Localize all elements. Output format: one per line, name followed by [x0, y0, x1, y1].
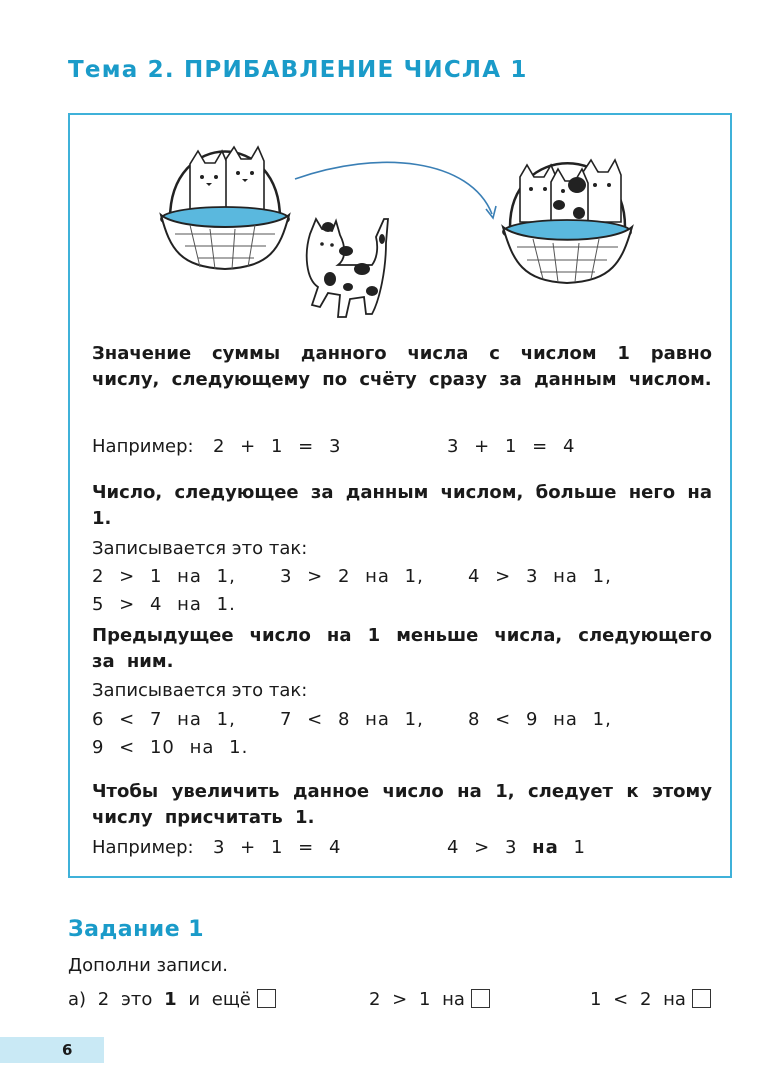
- answer-box-3[interactable]: [692, 989, 711, 1008]
- part1-pre: 2 это: [97, 989, 153, 1010]
- part2-text: 2 > 1 на: [369, 989, 465, 1010]
- kittens-illustration: [150, 119, 650, 329]
- comparison-5: 6 < 7 на 1,: [92, 709, 236, 730]
- part1-post: и ещё: [188, 989, 251, 1010]
- comparison-1: 2 > 1 на 1,: [92, 566, 236, 587]
- spotted-kitten-icon: [307, 219, 388, 317]
- comparison-6: 7 < 8 на 1,: [280, 709, 424, 730]
- comparison-2: 3 > 2 на 1,: [280, 566, 424, 587]
- rule-box: [68, 113, 732, 878]
- example-right-1: 3 + 1 = 4: [447, 436, 576, 457]
- rule-paragraph-1: Значение суммы данного числа с числом 1 равно числу, следующему по счёту сразу за данным числом.: [92, 343, 712, 390]
- basket-left-icon: [161, 147, 289, 269]
- answer-box-1[interactable]: [257, 989, 276, 1008]
- rule-paragraph-3: Предыдущее число на 1 меньше числа, следующего за ним.: [92, 625, 712, 672]
- part3-text: 1 < 2 на: [590, 989, 686, 1010]
- task-instruction: Дополни записи.: [68, 955, 228, 976]
- task-item-a-part2: [369, 989, 490, 1010]
- basket-right-icon: [503, 160, 632, 283]
- example-left-1: 2 + 1 = 3: [213, 436, 342, 457]
- page-number: 6: [0, 1037, 104, 1063]
- item-letter: а): [68, 989, 87, 1010]
- rule-paragraph-2: Число, следующее за данным числом, больше него на 1.: [92, 482, 712, 529]
- example-label-2: Например:: [92, 837, 194, 858]
- example-right-2-bold: на: [532, 837, 559, 858]
- example-right-2: [447, 835, 586, 861]
- comparison-3: 4 > 3 на 1,: [468, 566, 612, 587]
- part1-bold: 1: [164, 989, 177, 1010]
- curved-arrow-icon: [295, 162, 496, 218]
- task-item-a-part1: [68, 989, 276, 1010]
- written-label-2: Записывается это так:: [92, 680, 308, 701]
- task-title: Задание 1: [68, 917, 205, 942]
- task-item-a-part3: [590, 989, 711, 1010]
- topic-title: Тема 2. ПРИБАВЛЕНИЕ ЧИСЛА 1: [68, 57, 528, 83]
- comparison-8: 9 < 10 на 1.: [92, 737, 249, 758]
- comparison-7: 8 < 9 на 1,: [468, 709, 612, 730]
- example-right-2-prefix: 4 > 3: [447, 837, 518, 858]
- example-label-1: Например:: [92, 436, 194, 457]
- rule-paragraph-4: Чтобы увеличить данное число на 1, следует к этому числу присчитать 1.: [92, 781, 712, 828]
- example-right-2-suffix: 1: [573, 837, 586, 858]
- written-label-1: Записывается это так:: [92, 538, 308, 559]
- answer-box-2[interactable]: [471, 989, 490, 1008]
- example-left-2: 3 + 1 = 4: [213, 837, 342, 858]
- comparison-4: 5 > 4 на 1.: [92, 594, 236, 615]
